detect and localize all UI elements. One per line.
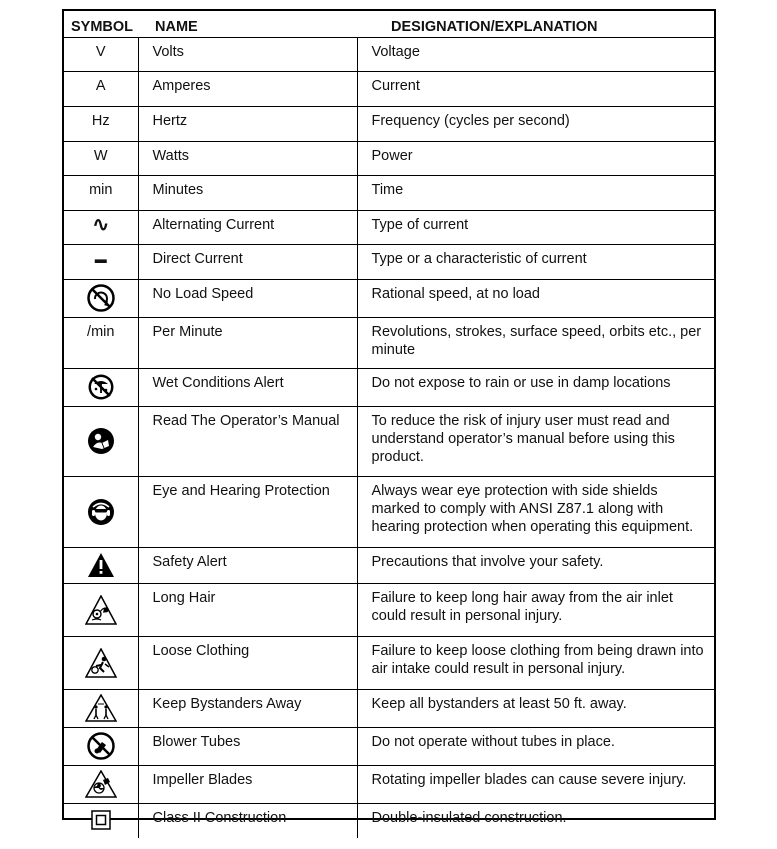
header-symbol: SYMBOL [64,11,138,38]
table-row [64,548,714,584]
symbol-cell [64,280,138,318]
name-cell: Blower Tubes [138,728,357,766]
symbol-cell [64,107,138,142]
direct-current-icon: ▬ [94,252,107,266]
symbol-cell [64,584,138,637]
table-header-row [64,11,714,38]
designation-cell: Precautions that involve your safety. [357,548,714,584]
designation-cell: Double-insulated construction. [357,804,714,838]
table-row [64,72,714,107]
symbol-cell [64,477,138,548]
symbol-cell [64,72,138,107]
designation-cell: Failure to keep long hair away from the air inlet could result in personal injury. [357,584,714,637]
symbol-table [64,11,714,838]
symbol-text: Hz [91,113,110,129]
name-cell: Read The Operator’s Manual [138,407,357,477]
name-cell: Hertz [138,107,357,142]
symbol-cell [64,369,138,407]
table-row [64,211,714,245]
alternating-current-icon: ∿ [92,214,110,236]
designation-cell: Type or a characteristic of current [357,245,714,280]
name-cell: Per Minute [138,318,357,369]
designation-cell: Frequency (cycles per second) [357,107,714,142]
symbol-cell [64,804,138,838]
name-cell: Minutes [138,176,357,211]
symbol-text: min [89,182,113,198]
symbol-cell [64,766,138,804]
header-designation: DESIGNATION/EXPLANATION [357,11,714,38]
designation-cell: Type of current [357,211,714,245]
symbol-cell [64,318,138,369]
designation-cell: Power [357,142,714,176]
symbol-cell [64,142,138,176]
designation-cell: Current [357,72,714,107]
blower-tubes-icon [87,732,115,760]
table-row [64,318,714,369]
symbol-cell [64,211,138,245]
header-name: NAME [138,11,357,38]
name-cell: Impeller Blades [138,766,357,804]
designation-cell: Time [357,176,714,211]
designation-cell: Rotating impeller blades can cause severe injury. [357,766,714,804]
table-row [64,280,714,318]
symbol-text: /min [87,324,115,340]
designation-cell: To reduce the risk of injury user must read and understand operator’s manual before using this product. [357,407,714,477]
read-manual-icon [87,427,115,455]
table-row [64,637,714,690]
designation-cell: Do not expose to rain or use in damp locations [357,369,714,407]
table-row [64,142,714,176]
designation-cell: Failure to keep loose clothing from being drawn into air intake could result in personal injury. [357,637,714,690]
impeller-blades-icon [85,770,117,798]
loose-clothing-icon [85,648,117,678]
table-row [64,245,714,280]
no-load-speed-icon [87,284,115,312]
designation-cell: Voltage [371,44,420,60]
table-row [64,477,714,548]
name-cell: Direct Current [138,245,357,280]
table-row [64,38,714,72]
designation-cell: Rational speed, at no load [357,280,714,318]
designation-cell: Do not operate without tubes in place. [357,728,714,766]
table-row [64,690,714,728]
table-row [64,728,714,766]
symbol-cell [64,637,138,690]
name-cell: Volts [138,38,357,72]
name-cell: Eye and Hearing Protection [138,477,357,548]
wet-conditions-icon [87,373,115,401]
table-row [64,407,714,477]
symbol-cell [64,38,138,72]
symbol-text: A [95,78,106,94]
symbol-table-frame [62,9,716,826]
name-cell: Keep Bystanders Away [138,690,357,728]
name-cell: Amperes [138,72,357,107]
symbol-cell [64,245,138,280]
symbol-text: W [93,148,108,164]
symbol-cell [64,176,138,211]
eye-hearing-protection-icon [87,498,115,526]
name-cell: Alternating Current [138,211,357,245]
designation-cell: Revolutions, strokes, surface speed, orbits etc., per minute [357,318,714,369]
safety-alert-icon [87,552,115,578]
table-row [64,584,714,637]
symbol-text: V [95,44,106,60]
name-cell: Safety Alert [138,548,357,584]
class-ii-construction-icon [91,810,111,830]
table-row [64,176,714,211]
name-cell: Long Hair [138,584,357,637]
table-row [64,766,714,804]
keep-bystanders-away-icon [85,694,117,722]
name-cell: Watts [138,142,357,176]
symbol-cell [64,548,138,584]
symbol-cell [64,728,138,766]
name-cell: Class II Construction [138,804,357,838]
table-row [64,107,714,142]
name-cell: No Load Speed [138,280,357,318]
designation-cell: Always wear eye protection with side shields marked to comply with ANSI Z87.1 along with hearing protection when operating this equipment. [357,477,714,548]
symbol-cell [64,690,138,728]
table-row [64,804,714,838]
table-row [64,369,714,407]
name-cell: Wet Conditions Alert [138,369,357,407]
name-cell: Loose Clothing [138,637,357,690]
symbol-cell [64,407,138,477]
long-hair-icon [85,595,117,625]
designation-cell: Keep all bystanders at least 50 ft. away. [357,690,714,728]
